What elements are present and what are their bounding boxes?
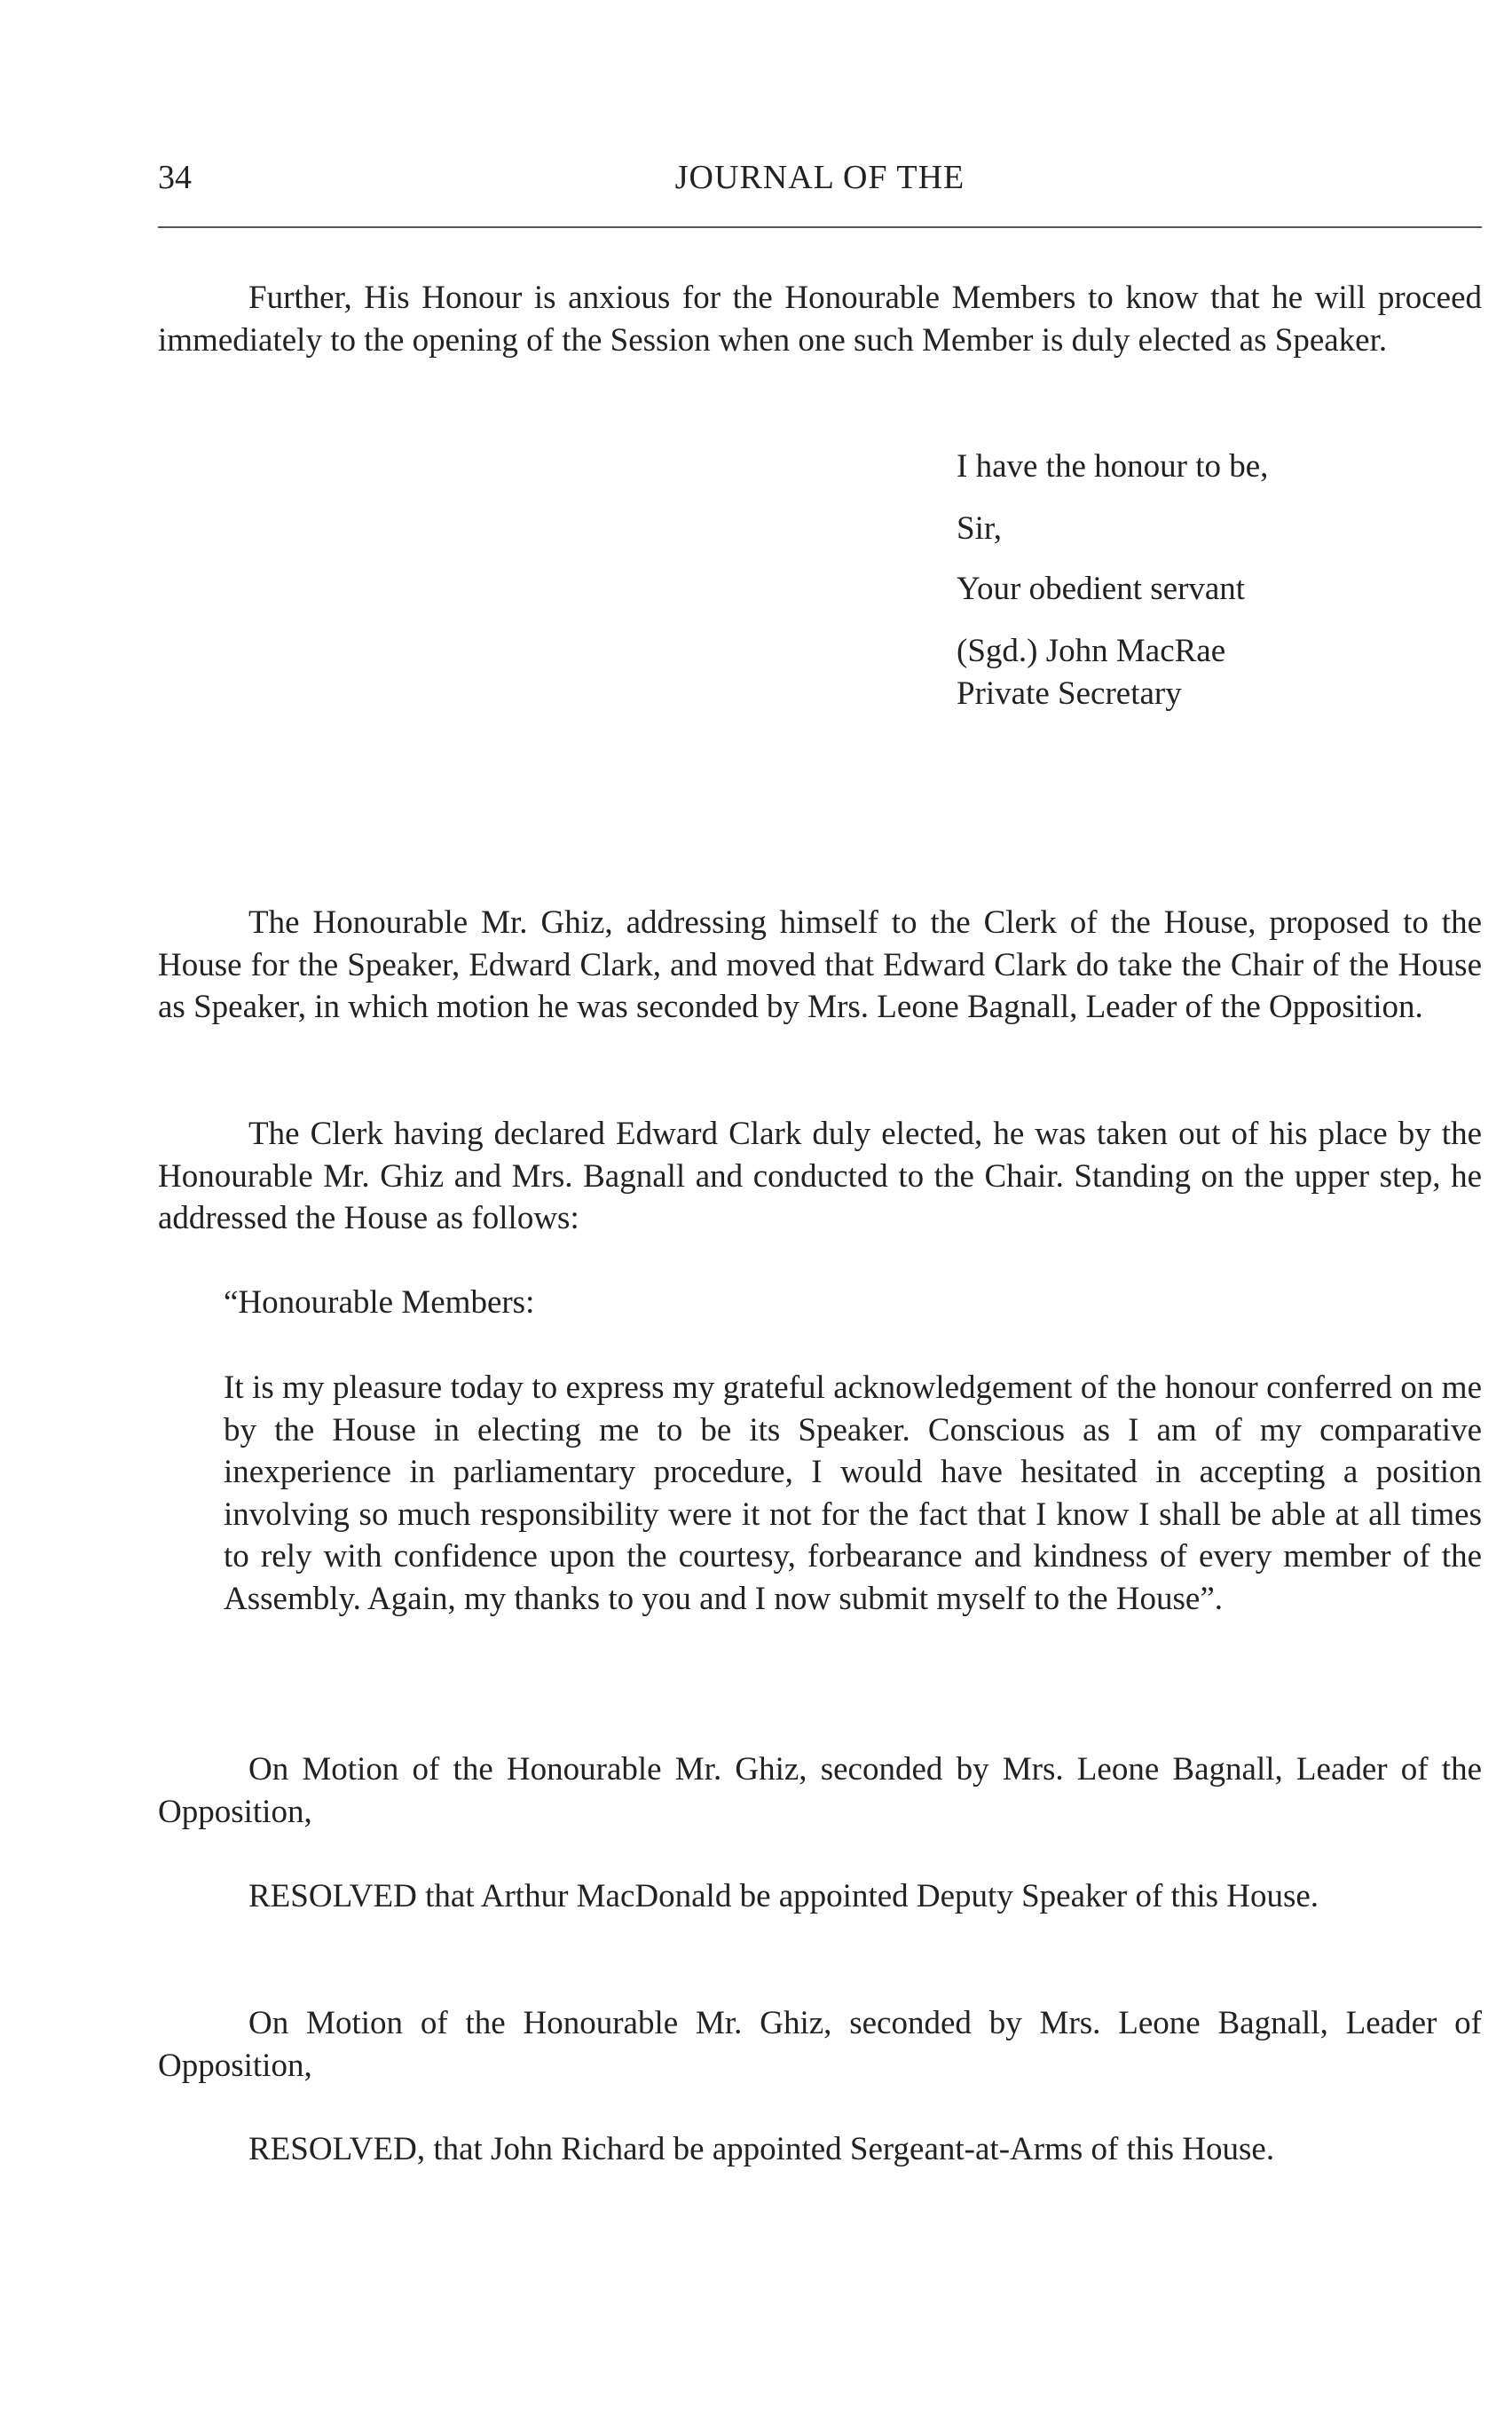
motion-paragraph-1: On Motion of the Honourable Mr. Ghiz, seconded by Mrs. Leone Bagnall, Leader of the Opposition, xyxy=(158,1751,1482,1830)
speech-body: It is my pleasure today to express my grateful acknowledgement of the honour conferred on me by the House in electing me to be its Speaker. Conscious as I am of my comparative inexperience in parliamentary procedure, I would have hesitated in accepting a position involving so much responsibility were it not for the fact that I know I shall be able at all times to rely with confidence upon the courtesy, forbearance and kindness of every member of the Assembly. Again, my thanks to you and I now submit myself to the House”. xyxy=(224,1369,1482,1617)
closing-complimentary-block xyxy=(957,568,1453,611)
signature: (Sgd.) John MacRae xyxy=(957,633,1226,669)
closing-line: I have the honour to be, xyxy=(957,448,1269,485)
running-head: JOURNAL OF THE xyxy=(674,159,965,196)
signatory-title: Private Secretary xyxy=(957,675,1182,712)
closing-salutation-block xyxy=(957,508,1453,550)
page-header xyxy=(158,151,1482,204)
header-rule xyxy=(158,226,1482,228)
letter-closing xyxy=(957,446,1453,488)
page-number: 34 xyxy=(158,159,192,196)
motion-paragraph-2: On Motion of the Honourable Mr. Ghiz, seconded by Mrs. Leone Bagnall, Leader of Opposition, xyxy=(158,2005,1482,2084)
letter-paragraph: Further, His Honour is anxious for the Honourable Members to know that he will proceed immediately to the opening of the Session when one such Member is duly elected as Speaker. xyxy=(158,280,1482,359)
resolution-paragraph-2: RESOLVED, that John Richard be appointed Sergeant-at-Arms of this House. xyxy=(248,2131,1275,2167)
closing-salutation: Sir, xyxy=(957,510,1002,547)
signature-block xyxy=(957,630,1453,714)
speech-salutation: “Honourable Members: xyxy=(224,1284,535,1321)
election-paragraph: The Clerk having declared Edward Clark duly elected, he was taken out of his place by the Honourable Mr. Ghiz and Mrs. Bagnall and conducted to the Chair. Standing on the upper step, he addressed the House as follows: xyxy=(158,1116,1482,1236)
resolution-paragraph-1: RESOLVED that Arthur MacDonald be appointed Deputy Speaker of this House. xyxy=(248,1878,1319,1914)
closing-complimentary: Your obedient servant xyxy=(957,571,1246,607)
nomination-paragraph: The Honourable Mr. Ghiz, addressing himself to the Clerk of the House, proposed to the House for the Speaker, Edward Clark, and moved that Edward Clark do take the Chair of the House as Speaker, in which motion he was seconded by Mrs. Leone Bagnall, Leader of the Opposition. xyxy=(158,904,1482,1025)
